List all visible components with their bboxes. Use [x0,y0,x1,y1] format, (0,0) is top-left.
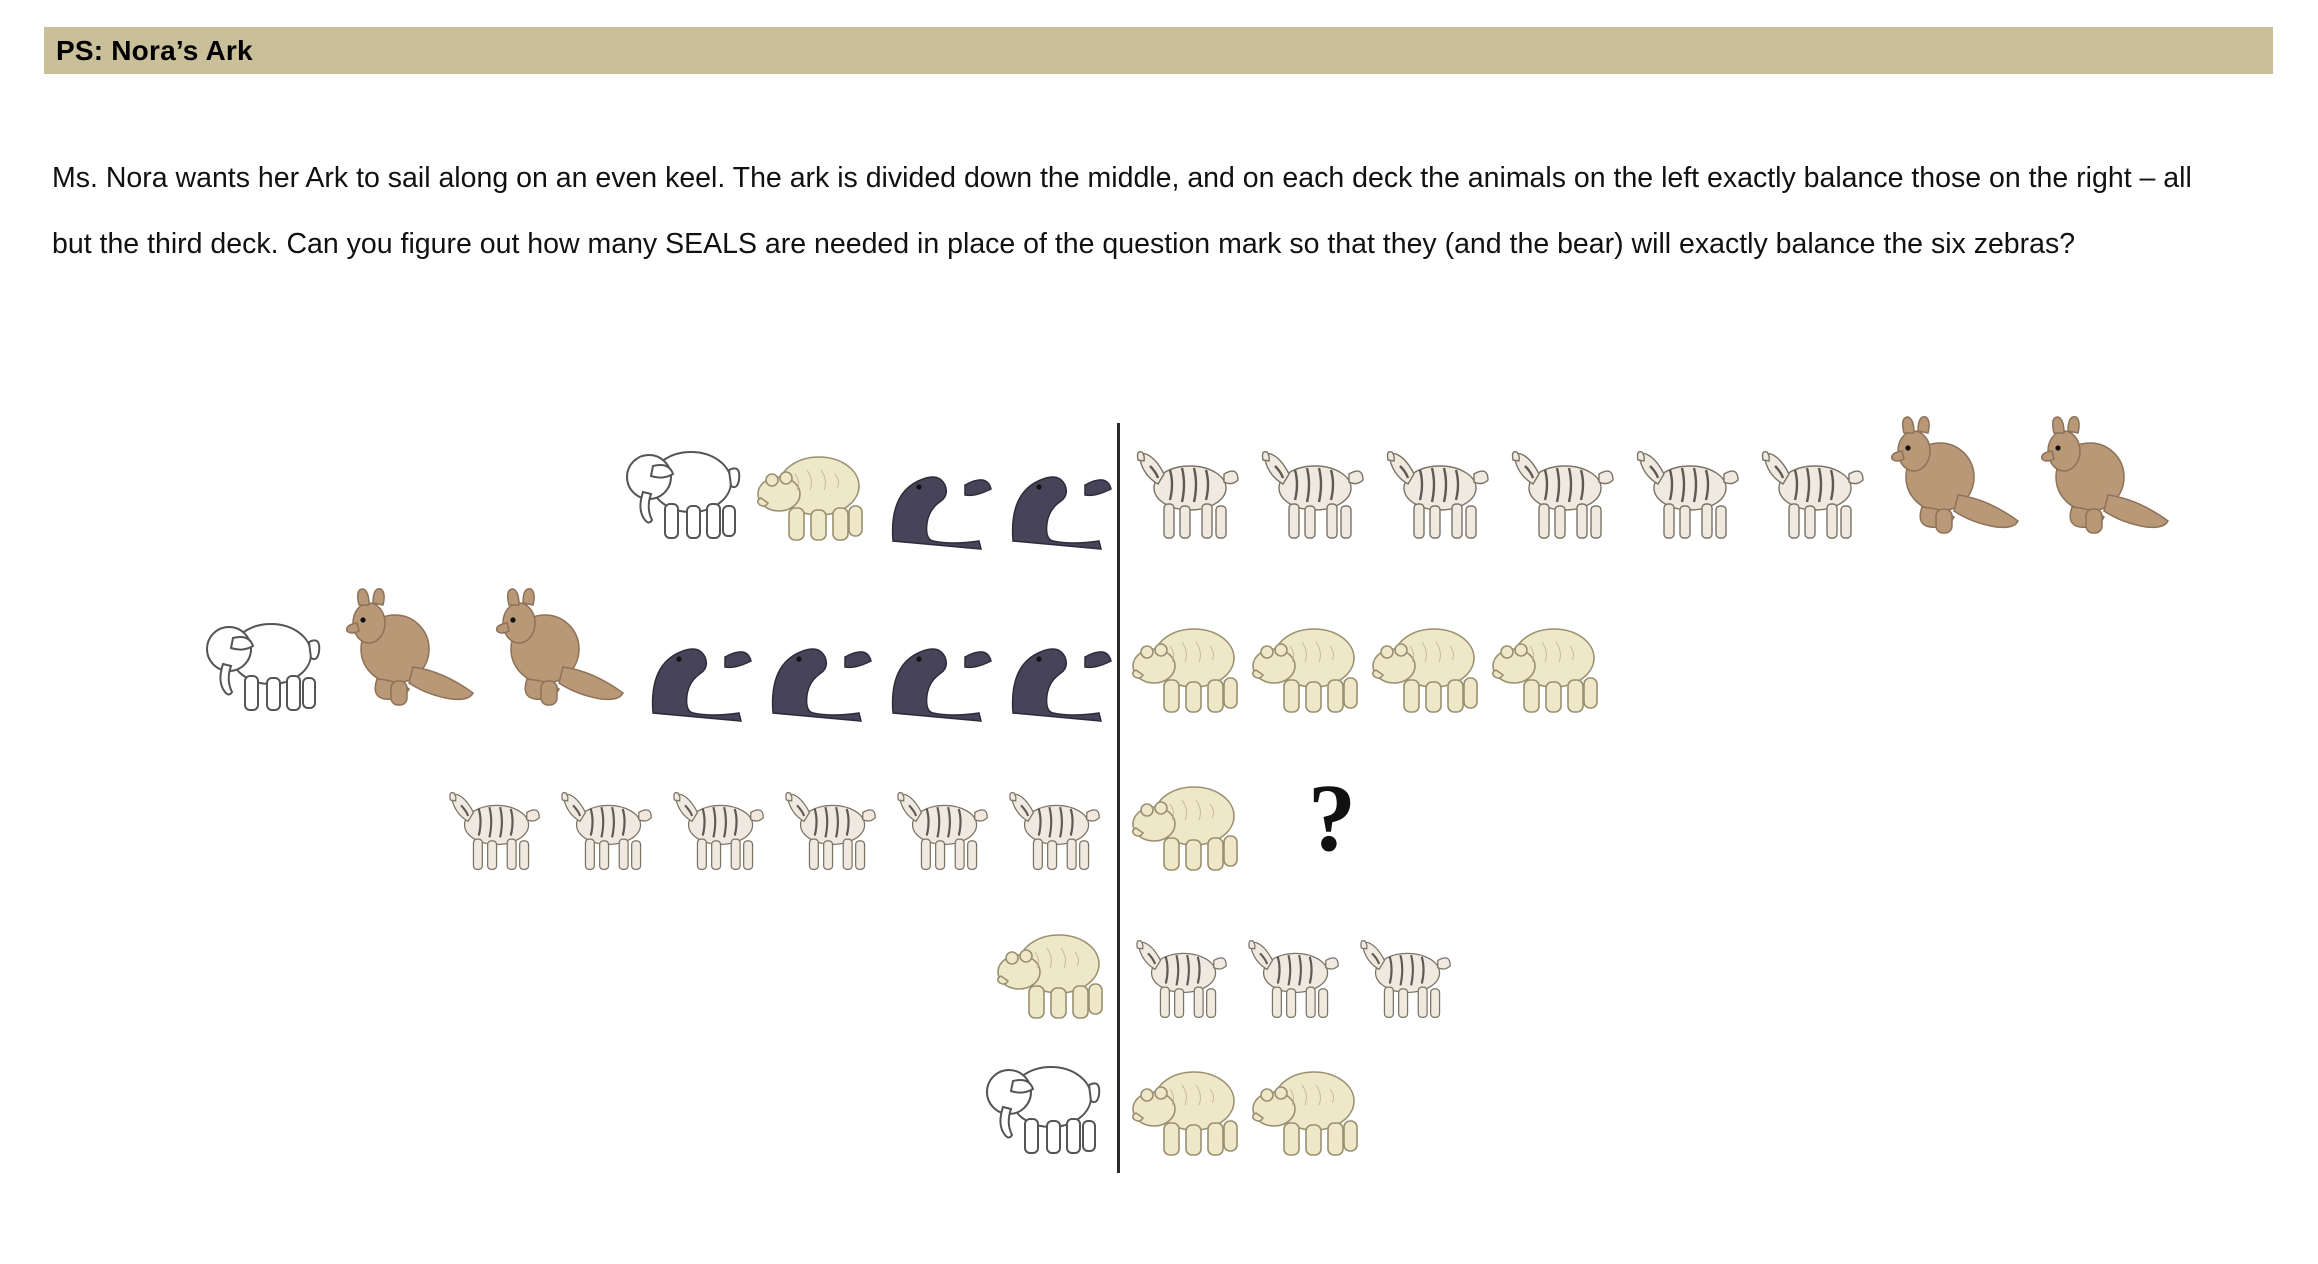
seal-icon [873,445,993,550]
deck-row-4 [0,888,2318,1028]
seal-icon [993,617,1113,722]
zebra-icon [889,784,1001,880]
deck-3-left-group [441,740,1113,880]
kangaroo-icon [483,587,633,722]
elephant-icon [193,602,333,722]
seal-icon [873,617,993,722]
deck-3-right-group [1128,740,1356,880]
elephant-icon [613,430,753,550]
zebra-icon [665,784,777,880]
bear-icon [753,440,873,550]
zebra-icon [1378,442,1503,550]
deck-1-left-group [613,410,1113,550]
bear-icon [1488,612,1608,722]
deck-5-right-group [1128,1025,1368,1165]
zebra-icon [1628,442,1753,550]
zebra-icon [777,784,889,880]
zebra-icon [553,784,665,880]
deck-row-5 [0,1025,2318,1165]
deck-4-right-group [1128,888,1464,1028]
zebra-icon [1352,932,1464,1028]
zebra-icon [1128,932,1240,1028]
bear-icon [1128,612,1248,722]
deck-row-3 [0,740,2318,880]
problem-statement: Ms. Nora wants her Ark to sail along on an even keel. The ark is divided down the middle, and on each deck the animals on the left exactly balance those on the right – all but the third deck. Can you figure out how many SEALS are needed in place of the question mark so that they (and the bear) will exactly balance the six zebras? [52,162,2192,260]
bear-icon [993,918,1113,1028]
seal-icon [633,617,753,722]
bear-icon [1368,612,1488,722]
zebra-icon [1001,784,1113,880]
page-title-bar [44,27,2273,74]
kangaroo-icon [333,587,483,722]
deck-4-left-group [993,888,1113,1028]
bear-icon [1128,770,1248,880]
deck-2-right-group [1128,582,1608,722]
deck-row-2 [0,582,2318,722]
bear-icon [1128,1055,1248,1165]
zebra-icon [441,784,553,880]
zebra-icon [1240,932,1352,1028]
zebra-icon [1253,442,1378,550]
zebra-icon [1503,442,1628,550]
ark-balance-diagram [0,410,2318,1170]
elephant-icon [973,1045,1113,1165]
deck-2-left-group [193,582,1113,722]
bear-icon [1248,1055,1368,1165]
deck-1-right-group [1128,410,2178,550]
question-mark-placeholder: ? [1308,764,1356,871]
deck-5-left-group [973,1025,1113,1165]
page-title: PS: Nora’s Ark [56,34,253,66]
bear-icon [1248,612,1368,722]
zebra-icon [1753,442,1878,550]
seal-icon [753,617,873,722]
seal-icon [993,445,1113,550]
zebra-icon [1128,442,1253,550]
kangaroo-icon [1878,415,2028,550]
kangaroo-icon [2028,415,2178,550]
deck-row-1 [0,410,2318,550]
